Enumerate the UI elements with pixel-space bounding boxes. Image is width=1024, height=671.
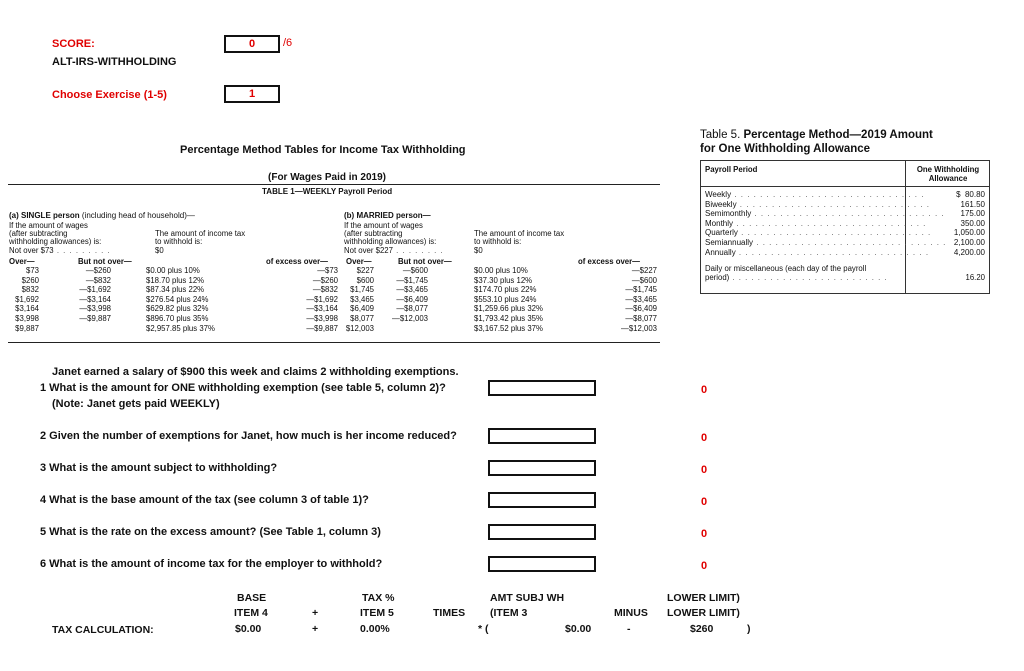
- calc-plus-1: +: [312, 607, 319, 619]
- calc-lower-h2: LOWER LIMIT): [667, 607, 740, 619]
- table5-period: Monthly: [705, 218, 734, 228]
- table5-amount: 2,100.00: [953, 238, 985, 247]
- table5-amount: 1,050.00: [953, 228, 985, 238]
- table5-period: Annually: [705, 247, 736, 257]
- bracket-over: $832: [21, 285, 39, 295]
- bracket-but-not-over: —$1,692: [79, 285, 111, 295]
- bracket-row: [9, 276, 339, 286]
- married-col-but: But not over—: [398, 257, 452, 266]
- calc-amt-value: $0.00: [565, 623, 592, 635]
- bracket-but-not-over: —$832: [85, 275, 111, 285]
- married-l1: If the amount of wages: [344, 221, 423, 230]
- table5-col-allow-2: Allowance: [928, 174, 968, 184]
- score-label: SCORE:: [52, 38, 95, 50]
- table5-amount: 175.00: [960, 209, 985, 219]
- calc-base-h1: BASE: [237, 592, 267, 604]
- bracket-over: $12,003: [345, 323, 374, 333]
- bracket-row: [9, 314, 339, 324]
- choose-exercise-input[interactable]: [224, 85, 280, 103]
- result-6: 0: [701, 560, 708, 572]
- table1-caption: TABLE 1—WEEKLY Payroll Period: [262, 187, 393, 196]
- bracket-row: [344, 304, 660, 314]
- table5-period: Biweekly: [705, 199, 737, 209]
- bracket-excess-over: —$6,409: [625, 304, 657, 314]
- single-l1: If the amount of wages: [9, 221, 88, 230]
- table1-rule-top: [8, 184, 660, 185]
- bracket-but-not-over: —$6,409: [396, 294, 428, 304]
- married-l2b: The amount of income tax: [474, 229, 565, 238]
- married-not-over-label: Not over $227: [344, 246, 393, 255]
- answer-3-input[interactable]: [488, 460, 596, 476]
- bracket-but-not-over: —$3,998: [79, 304, 111, 314]
- result-4: 0: [701, 496, 708, 508]
- bracket-excess-over: —$1,745: [625, 285, 657, 295]
- bracket-but-not-over: —$3,465: [396, 285, 428, 295]
- bracket-row: [344, 285, 660, 295]
- table5-daily-2: period): [705, 273, 730, 282]
- calc-base-h2: ITEM 4: [234, 607, 268, 619]
- table5-period: Semimonthly: [705, 209, 752, 219]
- result-3: 0: [701, 464, 708, 476]
- table5-col-allow: [907, 165, 989, 183]
- single-col-over: Over—: [9, 257, 35, 266]
- question-4: 4 What is the base amount of the tax (see column 3 of table 1)?: [40, 494, 369, 506]
- bracket-excess-over: —$73: [317, 266, 338, 275]
- bracket-amount: $0.00 plus 10%: [474, 266, 528, 275]
- table5-period: Quarterly: [705, 228, 738, 238]
- table5-title-bold: Percentage Method—2019 Amount: [743, 129, 933, 141]
- bracket-row: [9, 285, 339, 295]
- result-2: 0: [701, 432, 708, 444]
- bracket-over: $9,887: [15, 323, 39, 333]
- question-3: 3 What is the amount subject to withholding?: [40, 462, 278, 474]
- table5-period-row: Annually . . . . . . . . . . . . . . . . . . . . . . . . . . . . . .: [705, 247, 930, 257]
- bracket-row: [344, 314, 660, 324]
- bracket-over: $73: [25, 266, 39, 275]
- single-l2b: The amount of income tax: [155, 229, 246, 238]
- married-col-excess: of excess over—: [578, 257, 640, 266]
- single-l2: (after subtracting: [9, 229, 68, 238]
- calc-minus-value: -: [627, 623, 631, 635]
- subtitle: ALT-IRS-WITHHOLDING: [52, 56, 177, 68]
- table5-amount: $ 80.80: [956, 190, 985, 199]
- table5-daily-amount: 16.20: [965, 273, 985, 282]
- bracket-amount: $174.70 plus 22%: [474, 285, 537, 295]
- married-heading: (b) MARRIED person—: [344, 211, 431, 220]
- bracket-excess-over: —$1,692: [306, 294, 338, 304]
- question-intro: Janet earned a salary of $900 this week and claims 2 withholding exemptions.: [52, 366, 459, 378]
- table5-col-allow-1: One Withholding: [916, 165, 980, 174]
- table1-rule-bottom: [8, 342, 660, 343]
- bracket-amount: $276.54 plus 24%: [146, 294, 209, 304]
- bracket-amount: $37.30 plus 12%: [474, 275, 533, 285]
- married-l2: (after subtracting: [344, 229, 403, 238]
- bracket-row: [9, 295, 339, 305]
- result-5: 0: [701, 528, 708, 540]
- table5-amount: 350.00: [960, 218, 985, 228]
- single-l3: withholding allowances) is:: [9, 237, 102, 246]
- question-1: 1 What is the amount for ONE withholding exemption (see table 5, column 2)?: [40, 382, 446, 394]
- score-max: /6: [283, 37, 293, 49]
- bracket-amount: $3,167.52 plus 37%: [474, 323, 543, 333]
- bracket-amount: $1,793.42 plus 35%: [474, 314, 543, 323]
- score-value-box: [224, 35, 280, 53]
- bracket-but-not-over: —$8,077: [396, 304, 428, 314]
- bracket-but-not-over: —$1,745: [396, 275, 428, 285]
- bracket-over: $1,745: [350, 285, 374, 295]
- bracket-over: $3,164: [15, 304, 39, 314]
- bracket-excess-over: —$3,164: [306, 304, 338, 314]
- table5-col-period: Payroll Period: [705, 165, 758, 174]
- bracket-but-not-over: —$9,887: [79, 314, 111, 323]
- bracket-but-not-over: —$12,003: [392, 314, 428, 323]
- calc-lower-value: $260: [690, 623, 714, 635]
- married-l3: withholding allowances) is:: [344, 237, 437, 246]
- bracket-amount: $87.34 plus 22%: [146, 285, 205, 295]
- calc-tax-h1: TAX %: [362, 592, 395, 604]
- table5-period-row: Quarterly . . . . . . . . . . . . . . . . . . . . . . . . . . . . . .: [705, 228, 932, 238]
- bracket-over: $6,409: [350, 304, 374, 314]
- married-not-over: Not over $227 . . . . . . . .: [344, 246, 444, 255]
- bracket-amount: $18.70 plus 12%: [146, 275, 205, 285]
- answer-1-input[interactable]: [488, 380, 596, 396]
- bracket-amount: $553.10 plus 24%: [474, 294, 537, 304]
- bracket-row: [344, 266, 660, 276]
- single-col-but: But not over—: [78, 257, 132, 266]
- married-not-over-val: $0: [474, 246, 483, 255]
- bracket-excess-over: —$600: [631, 275, 657, 285]
- bracket-over: $227: [356, 266, 374, 275]
- single-l3b: to withhold is:: [155, 237, 203, 246]
- calc-minus: MINUS: [614, 607, 648, 619]
- table5-daily-1: Daily or miscellaneous (each day of the payroll: [705, 264, 867, 273]
- question-6: 6 What is the amount of income tax for the employer to withhold?: [40, 558, 383, 570]
- answer-4-input[interactable]: [488, 492, 596, 508]
- answer-5-input[interactable]: [488, 524, 596, 540]
- bracket-over: $260: [21, 275, 39, 285]
- result-1: 0: [701, 384, 708, 396]
- table5-title: [700, 128, 933, 156]
- single-not-over-val: $0: [155, 246, 164, 255]
- score-value: 0: [248, 38, 256, 50]
- answer-6-input[interactable]: [488, 556, 596, 572]
- bracket-row: [9, 324, 339, 334]
- bracket-but-not-over: —$600: [402, 266, 428, 275]
- single-col-excess: of excess over—: [266, 257, 328, 266]
- bracket-but-not-over: —$260: [85, 266, 111, 275]
- bracket-over: $3,465: [350, 294, 374, 304]
- table1-title: Percentage Method Tables for Income Tax Withholding: [180, 144, 466, 156]
- married-col-over: Over—: [346, 257, 372, 266]
- bracket-over: $600: [356, 275, 374, 285]
- bracket-row: [344, 295, 660, 305]
- choose-exercise-label: Choose Exercise (1-5): [52, 89, 167, 101]
- table5-period: Weekly: [705, 190, 732, 199]
- table5-title-prefix: Table 5.: [700, 129, 744, 141]
- bracket-over: $8,077: [350, 314, 374, 323]
- single-not-over-label: Not over $73: [9, 246, 54, 255]
- question-5: 5 What is the rate on the excess amount? (See Table 1, column 3): [40, 526, 381, 538]
- bracket-over: $1,692: [15, 294, 39, 304]
- bracket-excess-over: —$12,003: [621, 323, 657, 333]
- bracket-amount: $1,259.66 plus 32%: [474, 304, 543, 314]
- calc-plus-2: +: [312, 623, 319, 635]
- single-heading: [9, 211, 195, 221]
- question-2: 2 Given the number of exemptions for Janet, how much is her income reduced?: [40, 430, 457, 442]
- bracket-row: [9, 304, 339, 314]
- tax-calc-label: TAX CALCULATION:: [52, 624, 154, 636]
- table5-header-rule: [701, 186, 989, 187]
- bracket-excess-over: —$3,465: [625, 294, 657, 304]
- calc-times-value: * (: [478, 623, 489, 635]
- bracket-amount: $0.00 plus 10%: [146, 266, 200, 275]
- bracket-row: [344, 276, 660, 286]
- calc-times: TIMES: [433, 607, 466, 619]
- single-not-over: Not over $73 . . . . . . . . .: [9, 246, 111, 255]
- question-1-note: (Note: Janet gets paid WEEKLY): [52, 398, 220, 410]
- bracket-amount: $896.70 plus 35%: [146, 314, 209, 323]
- bracket-over: $3,998: [15, 314, 39, 323]
- bracket-excess-over: —$227: [631, 266, 657, 275]
- bracket-row: [344, 324, 660, 334]
- bracket-amount: $2,957.85 plus 37%: [146, 323, 215, 333]
- table5-title-line2: for One Withholding Allowance: [700, 143, 871, 155]
- calc-base-value: $0.00: [235, 623, 262, 635]
- bracket-excess-over: —$9,887: [306, 323, 338, 333]
- table1-subtitle: (For Wages Paid in 2019): [268, 172, 386, 183]
- table5-period-row: Monthly . . . . . . . . . . . . . . . . . . . . . . . . . . . . . .: [705, 218, 927, 228]
- calc-amt-h1: AMT SUBJ WH: [490, 592, 565, 604]
- bracket-excess-over: —$3,998: [306, 314, 338, 323]
- bracket-but-not-over: —$3,164: [79, 294, 111, 304]
- calc-close-paren: ): [747, 623, 751, 635]
- bracket-excess-over: —$260: [312, 275, 338, 285]
- table5-amount: 4,200.00: [953, 247, 985, 257]
- bracket-excess-over: —$832: [312, 285, 338, 295]
- single-heading-bold: (a) SINGLE person: [9, 211, 80, 220]
- table5-amount: 161.50: [960, 199, 985, 209]
- bracket-row: [9, 266, 339, 276]
- table5-period-row: Biweekly . . . . . . . . . . . . . . . . . . . . . . . . . . . . . .: [705, 199, 930, 209]
- table5-daily-2-row: period) . . . . . . . . . . . . . . . . . . . . . . . . .: [705, 273, 888, 282]
- table5-period: Semiannually: [705, 238, 754, 247]
- answer-2-input[interactable]: [488, 428, 596, 444]
- bracket-excess-over: —$8,077: [625, 314, 657, 323]
- calc-amt-h2: (ITEM 3: [490, 607, 528, 619]
- married-l3b: to withhold is:: [474, 237, 522, 246]
- calc-lower-h1: LOWER LIMIT): [667, 592, 740, 604]
- table5-period-row: Semiannually . . . . . . . . . . . . . . . . . . . . . . . . . . . . . .: [705, 238, 947, 247]
- calc-tax-h2: ITEM 5: [360, 607, 394, 619]
- table5-period-row: Weekly . . . . . . . . . . . . . . . . . . . . . . . . . . . . . .: [705, 190, 925, 199]
- calc-tax-value: 0.00%: [360, 623, 390, 635]
- table5-box: [700, 160, 990, 294]
- choose-exercise-value: 1: [248, 88, 256, 100]
- bracket-amount: $629.82 plus 32%: [146, 304, 209, 314]
- single-heading-rest: (including head of household)—: [79, 211, 195, 220]
- table5-period-row: Semimonthly . . . . . . . . . . . . . . . . . . . . . . . . . . . . . .: [705, 209, 945, 219]
